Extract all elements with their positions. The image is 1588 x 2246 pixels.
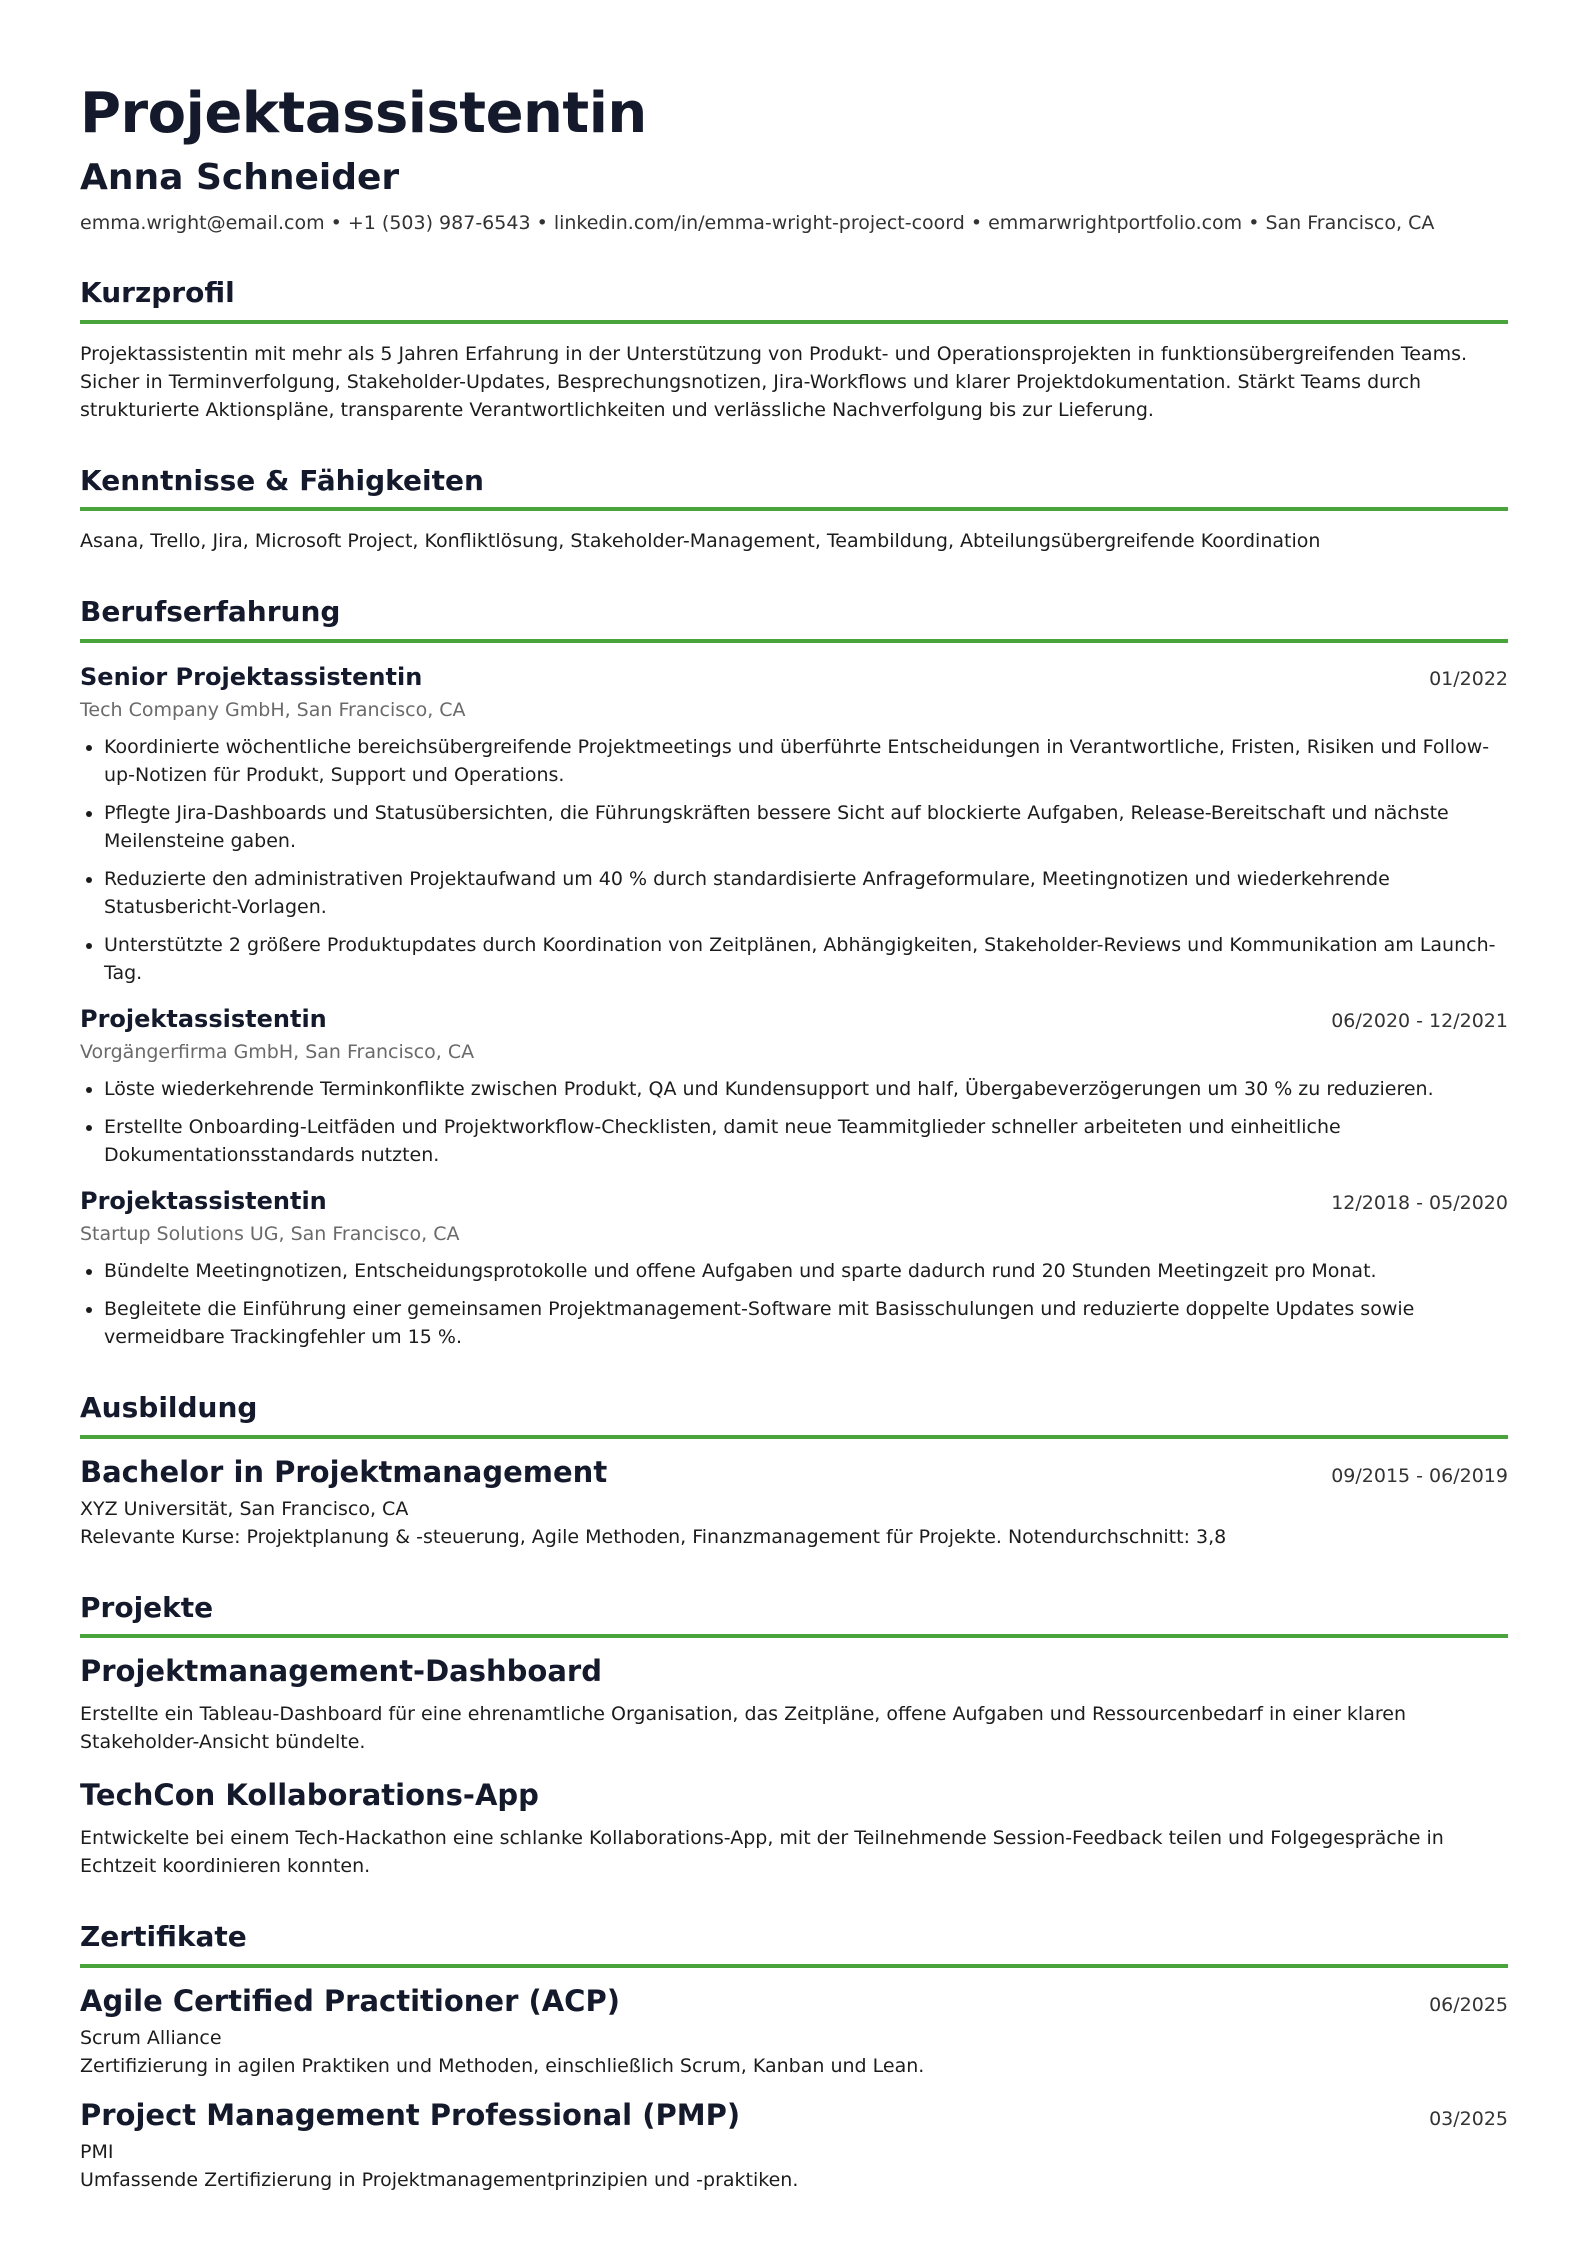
- education-date: 09/2015 - 06/2019: [1331, 1464, 1508, 1487]
- education-details: Relevante Kurse: Projektplanung & -steuerung, Agile Methoden, Finanzmanagement für Projekte. Notendurchschnitt: 3,8: [80, 1525, 1227, 1548]
- bullet-item: • Begleitete die Einführung einer gemeinsamen Projektmanagement-Software mit Basisschulungen und reduzierte doppelte Updates sowie vermeidbare Trackingfehler um 15 %.: [104, 1295, 1508, 1351]
- project-text: Entwickelte bei einem Tech-Hackathon eine schlanke Kollaborations-App, mit der Teilnehmende Session-Feedback teilen und Folgegespräche in Echtzeit koordinieren konnten.: [80, 1827, 1444, 1878]
- section-projects: [80, 1591, 1508, 1881]
- bullet-item: • Bündelte Meetingnotizen, Entscheidungsprotokolle und offene Aufgaben und sparte dadurch rund 20 Stunden Meetingzeit pro Monat.: [104, 1257, 1508, 1285]
- project-entry: [80, 1778, 1508, 1880]
- job-date: 06/2020 - 12/2021: [1331, 1009, 1508, 1032]
- document-title: Projektassistentin: [80, 81, 647, 146]
- project-text: Erstellte ein Tableau-Dashboard für eine ehrenamtliche Organisation, das Zeitpläne, offene Aufgaben und Ressourcenbedarf in einer klaren Stakeholder-Ansicht bündelte.: [80, 1703, 1406, 1754]
- job-entry: [80, 1005, 1508, 1169]
- section-profile: [80, 276, 1508, 424]
- section-heading: Projekte: [80, 1591, 1508, 1639]
- certificate-entry: [80, 2098, 1508, 2194]
- section-heading: Kenntnisse & Fähigkeiten: [80, 464, 1508, 512]
- job-bullets: [80, 1075, 1508, 1169]
- degree-title: Bachelor in Projektmanagement: [80, 1454, 608, 1489]
- school-name: XYZ Universität, San Francisco, CA: [80, 1497, 409, 1520]
- candidate-name: Anna Schneider: [80, 157, 400, 199]
- job-title: Projektassistentin: [80, 1186, 327, 1215]
- certificate-text: Zertifizierung in agilen Praktiken und Methoden, einschließlich Scrum, Kanban und Lean.: [80, 2054, 925, 2077]
- contact-line: emma.wright@email.com • +1 (503) 987-6543 • linkedin.com/in/emma-wright-project-coord • emmarwrightportfolio.com • San Francisco, CA: [80, 211, 1435, 234]
- certificate-date: 06/2025: [1429, 1993, 1508, 2016]
- job-title: Projektassistentin: [80, 1004, 327, 1033]
- certificate-issuer: Scrum Alliance: [80, 2026, 222, 2049]
- job-company: Startup Solutions UG, San Francisco, CA: [80, 1222, 460, 1245]
- bullet-item: • Löste wiederkehrende Terminkonflikte zwischen Produkt, QA und Kundensupport und half, Übergabeverzögerungen um 30 % zu reduzieren.: [104, 1075, 1508, 1103]
- project-title: TechCon Kollaborations-App: [80, 1778, 539, 1813]
- job-date: 01/2022: [1429, 667, 1508, 690]
- bullet-item: • Unterstützte 2 größere Produktupdates durch Koordination von Zeitplänen, Abhängigkeiten, Stakeholder-Reviews und Kommunikation am Launch-Tag.: [104, 931, 1508, 987]
- bullet-item: • Pflegte Jira-Dashboards und Statusübersichten, die Führungskräften bessere Sicht auf blockierte Aufgaben, Release-Bereitschaft und nächste Meilensteine gaben.: [104, 799, 1508, 855]
- bullet-item: • Erstellte Onboarding-Leitfäden und Projektworkflow-Checklisten, damit neue Teammitglieder schneller arbeiteten und einheitliche Dokumentationsstandards nutzten.: [104, 1113, 1508, 1169]
- job-company: Vorgängerfirma GmbH, San Francisco, CA: [80, 1040, 475, 1063]
- bullet-item: • Reduzierte den administrativen Projektaufwand um 40 % durch standardisierte Anfrageformulare, Meetingnotizen und wiederkehrende Statusbericht-Vorlagen.: [104, 865, 1508, 921]
- project-entry: [80, 1654, 1508, 1756]
- job-entry: [80, 1187, 1508, 1351]
- project-title: Projektmanagement-Dashboard: [80, 1654, 602, 1689]
- certificate-issuer: PMI: [80, 2140, 114, 2163]
- job-company: Tech Company GmbH, San Francisco, CA: [80, 698, 466, 721]
- section-heading: Ausbildung: [80, 1391, 1508, 1439]
- job-entry: [80, 663, 1508, 987]
- certificate-date: 03/2025: [1429, 2107, 1508, 2130]
- section-certificates: [80, 1920, 1508, 2194]
- certificate-entry: [80, 1984, 1508, 2080]
- section-heading: Zertifikate: [80, 1920, 1508, 1968]
- section-skills: [80, 464, 1508, 556]
- certificate-title: Project Management Professional (PMP): [80, 2097, 741, 2132]
- certificate-text: Umfassende Zertifizierung in Projektmanagementprinzipien und -praktiken.: [80, 2168, 799, 2191]
- bullet-item: • Koordinierte wöchentliche bereichsübergreifende Projektmeetings und überführte Entscheidungen in Verantwortliche, Fristen, Risiken und Follow-up-Notizen für Produkt, Support und Operations.: [104, 733, 1508, 789]
- job-bullets: [80, 733, 1508, 987]
- job-title: Senior Projektassistentin: [80, 662, 423, 691]
- section-education: [80, 1391, 1508, 1551]
- section-heading: Berufserfahrung: [80, 595, 1508, 643]
- profile-text: Projektassistentin mit mehr als 5 Jahren Erfahrung in der Unterstützung von Produkt- und Operationsprojekten in funktionsübergreifenden Teams. Sicher in Terminverfolgung, Stakeholder-Updates, Besprechungsnotizen, Jira-Workflows und klarer Projektdokumentation. Stärkt Teams durch strukturierte Aktionspläne, transparente Verantwortlichkeiten und verlässliche Nachverfolgung bis zur Lieferung.: [80, 342, 1468, 421]
- job-date: 12/2018 - 05/2020: [1331, 1191, 1508, 1214]
- certificate-title: Agile Certified Practitioner (ACP): [80, 1983, 620, 2018]
- section-experience: [80, 595, 1508, 1351]
- job-bullets: [80, 1257, 1508, 1351]
- section-heading: Kurzprofil: [80, 276, 1508, 324]
- skills-text: Asana, Trello, Jira, Microsoft Project, Konfliktlösung, Stakeholder-Management, Teambildung, Abteilungsübergreifende Koordination: [80, 530, 1321, 553]
